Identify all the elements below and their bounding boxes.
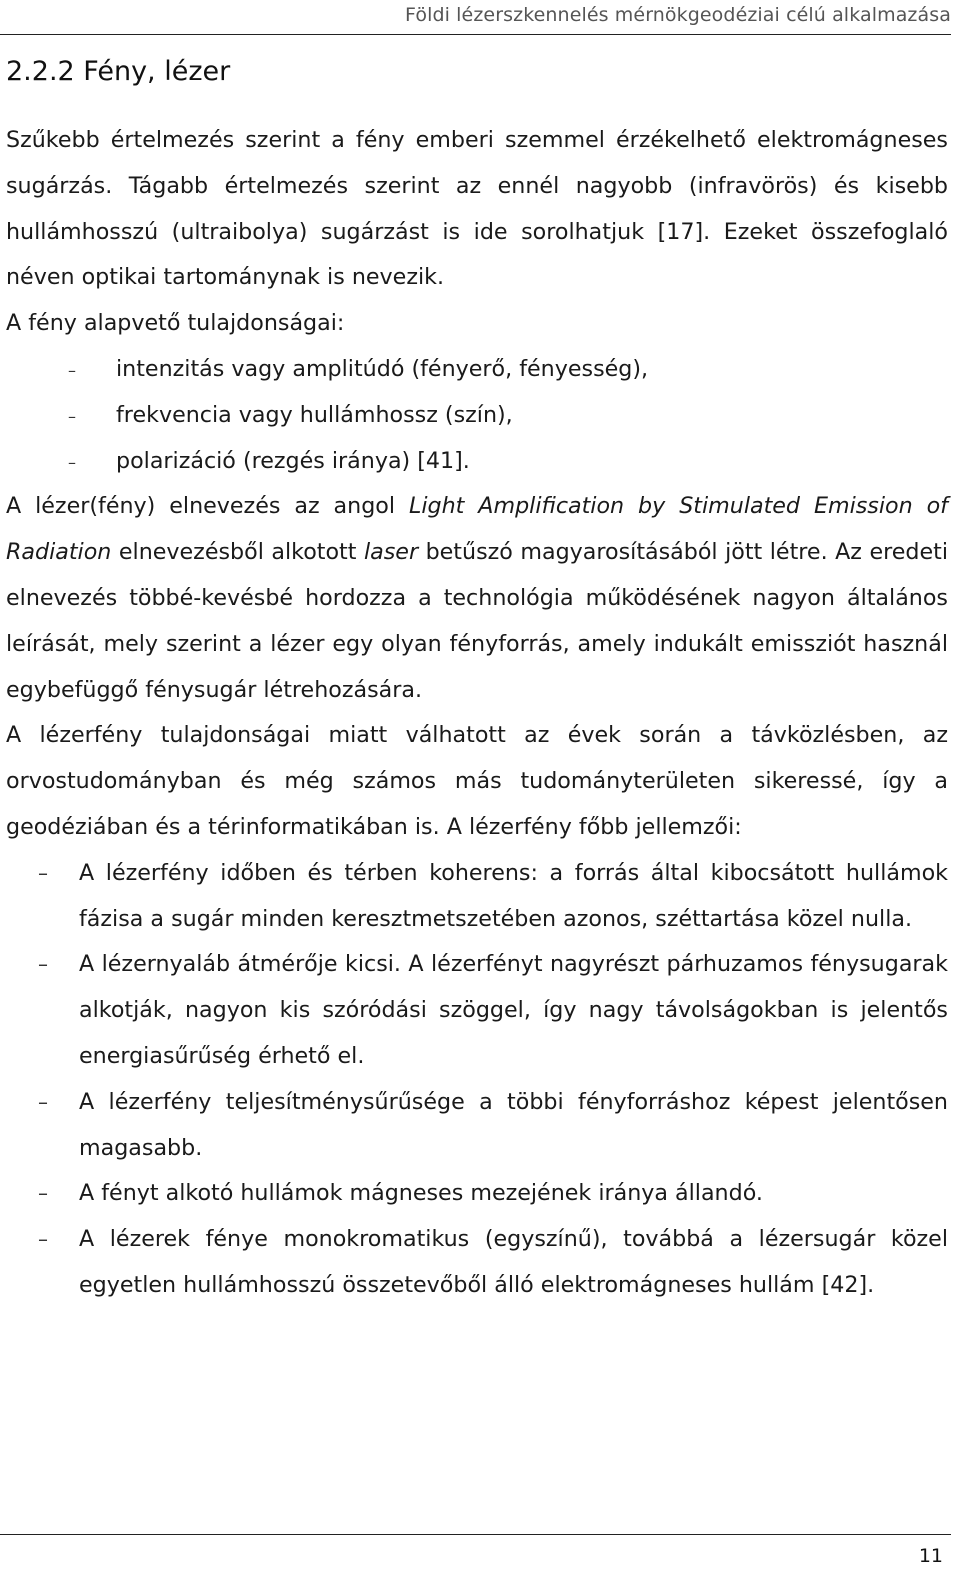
section-heading <box>6 52 948 92</box>
italic-term: laser <box>363 539 419 566</box>
page-content <box>6 52 948 1309</box>
dash-bullet: – <box>38 1089 48 1114</box>
list-item-text: A lézernyaláb átmérője kicsi. A lézerfényt nagyrészt párhuzamos fénysugarak alkotják, nagyon kis szóródási szöggel, így nagy távolságokban is jelentős energiasűrűség érhető el. <box>79 951 948 1069</box>
list-item <box>6 942 948 1079</box>
text-run: betűszó magyarosításából jött létre. Az eredeti elnevezés többé-kevésbé hordozza a technológia működésének nagyon általános leírását, mely szerint a lézer egy olyan fényforrás, amely indukált emissziót használ egybefüggő fénysugár létrehozására. <box>6 539 949 703</box>
list-item-text: A fényt alkotó hullámok mágneses mezejének iránya állandó. <box>79 1180 763 1207</box>
list-item <box>6 439 948 485</box>
text-run: elnevezésből alkotott <box>111 539 364 566</box>
page-header <box>0 0 951 35</box>
light-properties-list <box>6 347 948 484</box>
list-item <box>6 1080 948 1172</box>
page-footer <box>0 1534 951 1581</box>
section-number: 2.2.2 <box>6 56 75 87</box>
dash-bullet: – <box>38 952 48 977</box>
running-title: Földi lézerszkennelés mérnökgeodéziai célú alkalmazása <box>405 4 951 26</box>
dash-bullet: – <box>68 360 76 380</box>
dash-bullet: – <box>68 452 76 472</box>
list-item <box>6 1217 948 1309</box>
list-item-text: A lézerfény teljesítménysűrűsége a többi fényforráshoz képest jelentősen magasabb. <box>79 1088 948 1161</box>
paragraph-light-definition: Szűkebb értelmezés szerint a fény emberi szemmel érzékelhető elektromágneses sugárzás. Tágabb értelmezés szerint az ennél nagyobb (infravörös) és kisebb hullámhosszú (ultraibolya) sugárzást is ide sorolhatjuk [17]. Ezeket összefoglaló néven optikai tartománynak is nevezik. <box>6 127 948 291</box>
dash-bullet: – <box>38 1227 48 1252</box>
section-title: Fény, lézer <box>83 56 231 87</box>
list-item <box>6 393 948 439</box>
list-item-text: A lézerfény időben és térben koherens: a forrás által kibocsátott hullámok fázisa a sugár minden keresztmetszetében azonos, széttartása közel nulla. <box>79 859 948 932</box>
list-item-text: frekvencia vagy hullámhossz (szín), <box>116 401 513 428</box>
list-item <box>6 347 948 393</box>
list-item <box>6 851 948 943</box>
dash-bullet: – <box>38 860 48 885</box>
text-run: A lézer(fény) elnevezés az angol <box>6 493 409 520</box>
italic-term: Light Amplification by Stimulated Emission of Radiation <box>6 493 948 566</box>
page-number: 11 <box>918 1545 943 1567</box>
paragraph-light-properties-intro: A fény alapvető tulajdonságai: <box>6 310 345 337</box>
list-item-text: intenzitás vagy amplitúdó (fényerő, fényesség), <box>116 355 649 382</box>
dash-bullet: – <box>38 1181 48 1206</box>
list-item-text: A lézerek fénye monokromatikus (egyszínű), továbbá a lézersugár közel egyetlen hullámhosszú összetevőből álló elektromágneses hullám [42]. <box>79 1226 948 1298</box>
list-item <box>6 1171 948 1217</box>
paragraph-laser-applications: A lézerfény tulajdonságai miatt válhatott az évek során a távközlésben, az orvostudományban és még számos más tudományterületen sikeressé, így a geodéziában és a térinformatikában is. A lézerfény főbb jellemzői: <box>6 722 948 840</box>
dash-bullet: – <box>68 406 76 426</box>
list-item-text: polarizáció (rezgés iránya) [41]. <box>116 447 470 474</box>
laser-features-list <box>6 851 948 1309</box>
paragraph-laser-name <box>6 484 948 713</box>
